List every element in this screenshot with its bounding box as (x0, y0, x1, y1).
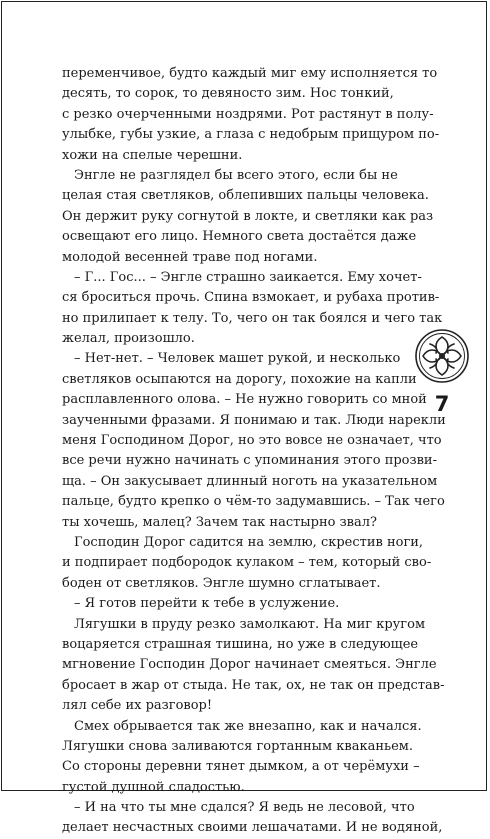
text-line: Господин Дорог садится на землю, скрестив ноги, (74, 534, 424, 550)
text-line: – Я готов перейти к тебе в услужение. (74, 596, 340, 612)
text-line: мгновение Господин Дорог начинает смеяться. Энгле (62, 657, 437, 673)
text-line: освещают его лицо. Немного света достаётся даже (62, 229, 417, 245)
text-line: молодой весенней траве под ногами. (62, 249, 318, 265)
text-line: ты хочешь, малец? Зачем так настырно звал? (62, 514, 377, 530)
text-line: улыбке, губы узкие, а глаза с недобрым прищуром по- (62, 127, 440, 143)
text-line: – Нет-нет. – Человек машет рукой, и несколько (74, 351, 401, 367)
text-line: – И на что ты мне сдался? Я ведь не лесовой, что (74, 800, 415, 816)
text-line: хожи на спелые черешни. (62, 147, 243, 163)
text-line: пальце, будто крепко о чём-то задумавшись. – Так чего (62, 494, 445, 510)
text-line: переменчивое, будто каждый миг ему исполняется то (62, 66, 438, 81)
text-line: расплавленного олова. – Не нужно говорить со мной (62, 392, 427, 408)
text-line: Смех обрывается так же внезапно, как и начался. (74, 718, 422, 734)
text-line: заученными фразами. Я понимаю и так. Люди нарекли (62, 412, 446, 428)
text-line: Лягушки в пруду резко замолкают. На миг кругом (74, 616, 426, 632)
text-line: Лягушки снова заливаются гортанным кваканьем. (62, 738, 414, 754)
text-line: и подпирает подбородок кулаком – тем, который сво- (62, 555, 432, 571)
text-line: светляков осыпаются на дорогу, похожие на капли (62, 371, 417, 387)
text-line: Он держит руку согнутой в локте, и светляки как раз (62, 208, 434, 224)
text-line: с резко очерченными ноздрями. Рот растянут в полу- (62, 106, 434, 122)
text-line: десять, то сорок, то девяносто зим. Нос тонкий, (62, 86, 394, 102)
text-line: ся броситься прочь. Спина взмокает, и рубаха против- (62, 290, 440, 306)
celtic-knot-medallion-icon (414, 328, 470, 384)
text-line: все речи нужно начинать с упоминания этого прозви- (62, 453, 437, 469)
text-line: воцаряется страшная тишина, но уже в следующее (62, 636, 419, 652)
text-line: меня Господином Дорог, но это вовсе не означает, что (62, 433, 442, 449)
text-line: Со стороны деревни тянет дымком, а от черёмухи – (62, 759, 420, 775)
text-line: лял себе их разговор! (62, 698, 213, 714)
text-line: но прилипает к телу. То, чего он так боялся и чего так (62, 310, 443, 326)
text-line: – Г... Гос... – Энгле страшно заикается. Ему хочет- (74, 269, 422, 285)
text-line: Энгле не разглядел бы всего этого, если бы не (74, 167, 398, 183)
text-line: ща. – Он закусывает длинный ноготь на указательном (62, 473, 438, 489)
text-line: желал, произошло. (62, 331, 195, 347)
text-line: густой душной сладостью. (62, 779, 245, 795)
text-line: бросает в жар от стыда. Не так, ох, не так он представ- (62, 677, 445, 693)
text-line: целая стая светляков, облепивших пальцы человека. (62, 188, 429, 204)
text-line: делает несчастных своими лешачатами. И не водяной, (62, 820, 443, 836)
page-number: 7 (434, 392, 450, 416)
text-line: боден от светляков. Энгле шумно сглатывает. (62, 575, 381, 591)
body-text (62, 64, 446, 839)
